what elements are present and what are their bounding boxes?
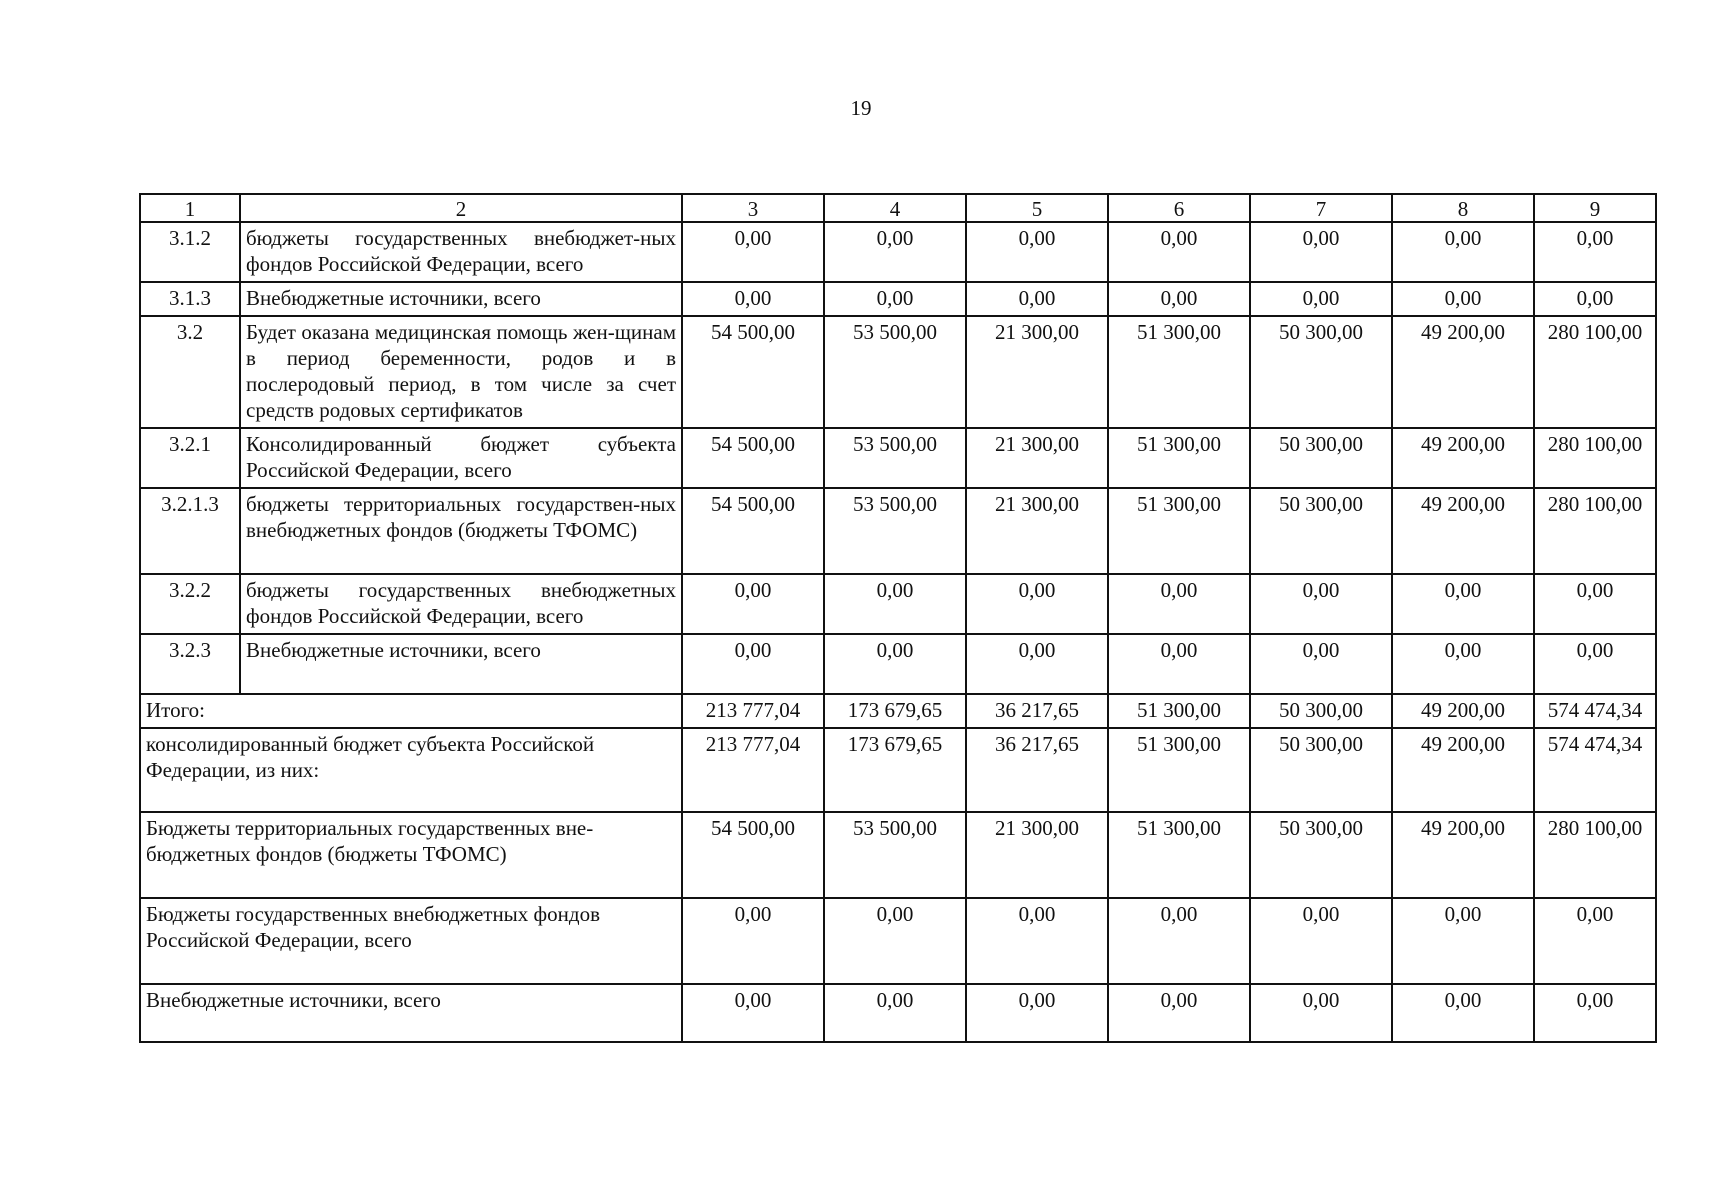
row-value: 0,00 [824,574,966,634]
row-value: 0,00 [1534,574,1656,634]
column-header: 3 [682,194,824,222]
row-value: 0,00 [1250,282,1392,316]
table-row [140,428,1656,488]
row-value: 0,00 [1108,574,1250,634]
row-name: бюджеты государственных внебюджетных фондов Российской Федерации, всего [240,574,682,634]
column-header: 7 [1250,194,1392,222]
row-value: 0,00 [966,222,1108,282]
header-row [140,194,1656,222]
total-row-name: Бюджеты государственных внебюджетных фондов Российской Федерации, всего [140,898,682,984]
row-code: 3.1.3 [140,282,240,316]
row-value: 280 100,00 [1534,488,1656,574]
row-value: 0,00 [1392,282,1534,316]
row-value: 50 300,00 [1250,428,1392,488]
total-value: 0,00 [1534,984,1656,1042]
row-value: 53 500,00 [824,488,966,574]
total-row-name: Внебюджетные источники, всего [140,984,682,1042]
table-row [140,316,1656,428]
total-row [140,694,1656,728]
total-value: 0,00 [1392,984,1534,1042]
row-value: 0,00 [824,222,966,282]
row-value: 0,00 [1250,574,1392,634]
row-value: 51 300,00 [1108,488,1250,574]
row-value: 49 200,00 [1392,428,1534,488]
total-value: 280 100,00 [1534,812,1656,898]
table-row [140,634,1656,694]
total-value: 50 300,00 [1250,812,1392,898]
total-row-name: Бюджеты территориальных государственных вне-бюджетных фондов (бюджеты ТФОМС) [140,812,682,898]
row-value: 280 100,00 [1534,428,1656,488]
row-value: 0,00 [824,634,966,694]
row-name: бюджеты государственных внебюджет-ных фондов Российской Федерации, всего [240,222,682,282]
total-value: 0,00 [824,898,966,984]
table-row [140,222,1656,282]
row-name: Консолидированный бюджет субъекта Российской Федерации, всего [240,428,682,488]
total-value: 21 300,00 [966,812,1108,898]
total-value: 0,00 [1108,898,1250,984]
row-value: 54 500,00 [682,428,824,488]
table-row [140,574,1656,634]
row-code: 3.2 [140,316,240,428]
total-value: 36 217,65 [966,694,1108,728]
total-value: 574 474,34 [1534,694,1656,728]
row-value: 0,00 [1534,222,1656,282]
budget-table [139,193,1657,1043]
row-value: 0,00 [682,222,824,282]
total-row [140,812,1656,898]
column-header: 2 [240,194,682,222]
row-value: 0,00 [1534,634,1656,694]
total-value: 0,00 [1534,898,1656,984]
row-code: 3.2.1 [140,428,240,488]
column-header: 1 [140,194,240,222]
row-value: 0,00 [1250,222,1392,282]
row-code: 3.2.2 [140,574,240,634]
total-row-name: Итого: [140,694,682,728]
row-name: Внебюджетные источники, всего [240,282,682,316]
column-header: 9 [1534,194,1656,222]
total-value: 36 217,65 [966,728,1108,812]
row-value: 0,00 [682,634,824,694]
row-value: 54 500,00 [682,316,824,428]
row-value: 0,00 [682,282,824,316]
row-value: 280 100,00 [1534,316,1656,428]
total-value: 49 200,00 [1392,728,1534,812]
row-value: 0,00 [1108,282,1250,316]
row-value: 0,00 [966,574,1108,634]
total-value: 51 300,00 [1108,728,1250,812]
total-row [140,728,1656,812]
total-value: 173 679,65 [824,728,966,812]
row-value: 53 500,00 [824,428,966,488]
total-value: 574 474,34 [1534,728,1656,812]
row-value: 0,00 [824,282,966,316]
row-code: 3.2.3 [140,634,240,694]
row-value: 0,00 [1108,222,1250,282]
total-value: 0,00 [966,898,1108,984]
total-value: 0,00 [1250,984,1392,1042]
row-value: 0,00 [1392,222,1534,282]
column-header: 5 [966,194,1108,222]
row-value: 0,00 [1392,634,1534,694]
row-value: 0,00 [1392,574,1534,634]
total-value: 213 777,04 [682,694,824,728]
total-row [140,898,1656,984]
row-value: 53 500,00 [824,316,966,428]
row-value: 0,00 [966,282,1108,316]
row-name: Внебюджетные источники, всего [240,634,682,694]
row-value: 51 300,00 [1108,428,1250,488]
column-header: 6 [1108,194,1250,222]
row-value: 51 300,00 [1108,316,1250,428]
table-row [140,282,1656,316]
row-value: 0,00 [682,574,824,634]
total-value: 50 300,00 [1250,728,1392,812]
total-value: 54 500,00 [682,812,824,898]
total-value: 0,00 [682,984,824,1042]
total-value: 213 777,04 [682,728,824,812]
row-name: бюджеты территориальных государствен-ных внебюджетных фондов (бюджеты ТФОМС) [240,488,682,574]
row-value: 0,00 [1534,282,1656,316]
total-value: 49 200,00 [1392,694,1534,728]
total-value: 51 300,00 [1108,812,1250,898]
total-value: 0,00 [824,984,966,1042]
column-header: 4 [824,194,966,222]
total-value: 173 679,65 [824,694,966,728]
row-value: 21 300,00 [966,316,1108,428]
row-value: 0,00 [1250,634,1392,694]
total-value: 51 300,00 [1108,694,1250,728]
row-value: 50 300,00 [1250,488,1392,574]
column-header: 8 [1392,194,1534,222]
total-value: 0,00 [1392,898,1534,984]
row-value: 49 200,00 [1392,316,1534,428]
row-value: 49 200,00 [1392,488,1534,574]
total-value: 0,00 [682,898,824,984]
total-value: 50 300,00 [1250,694,1392,728]
row-value: 0,00 [1108,634,1250,694]
total-row-name: консолидированный бюджет субъекта Российской Федерации, из них: [140,728,682,812]
row-value: 21 300,00 [966,488,1108,574]
total-value: 0,00 [1108,984,1250,1042]
row-value: 0,00 [966,634,1108,694]
row-value: 50 300,00 [1250,316,1392,428]
row-code: 3.2.1.3 [140,488,240,574]
total-value: 0,00 [1250,898,1392,984]
row-name: Будет оказана медицинская помощь жен-щинам в период беременности, родов и в послеродовый период, в том числе за счет средств родовых сертификатов [240,316,682,428]
total-row [140,984,1656,1042]
row-value: 21 300,00 [966,428,1108,488]
total-value: 53 500,00 [824,812,966,898]
row-code: 3.1.2 [140,222,240,282]
total-value: 49 200,00 [1392,812,1534,898]
page-number: 19 [850,96,872,120]
table-row [140,488,1656,574]
row-value: 54 500,00 [682,488,824,574]
total-value: 0,00 [966,984,1108,1042]
